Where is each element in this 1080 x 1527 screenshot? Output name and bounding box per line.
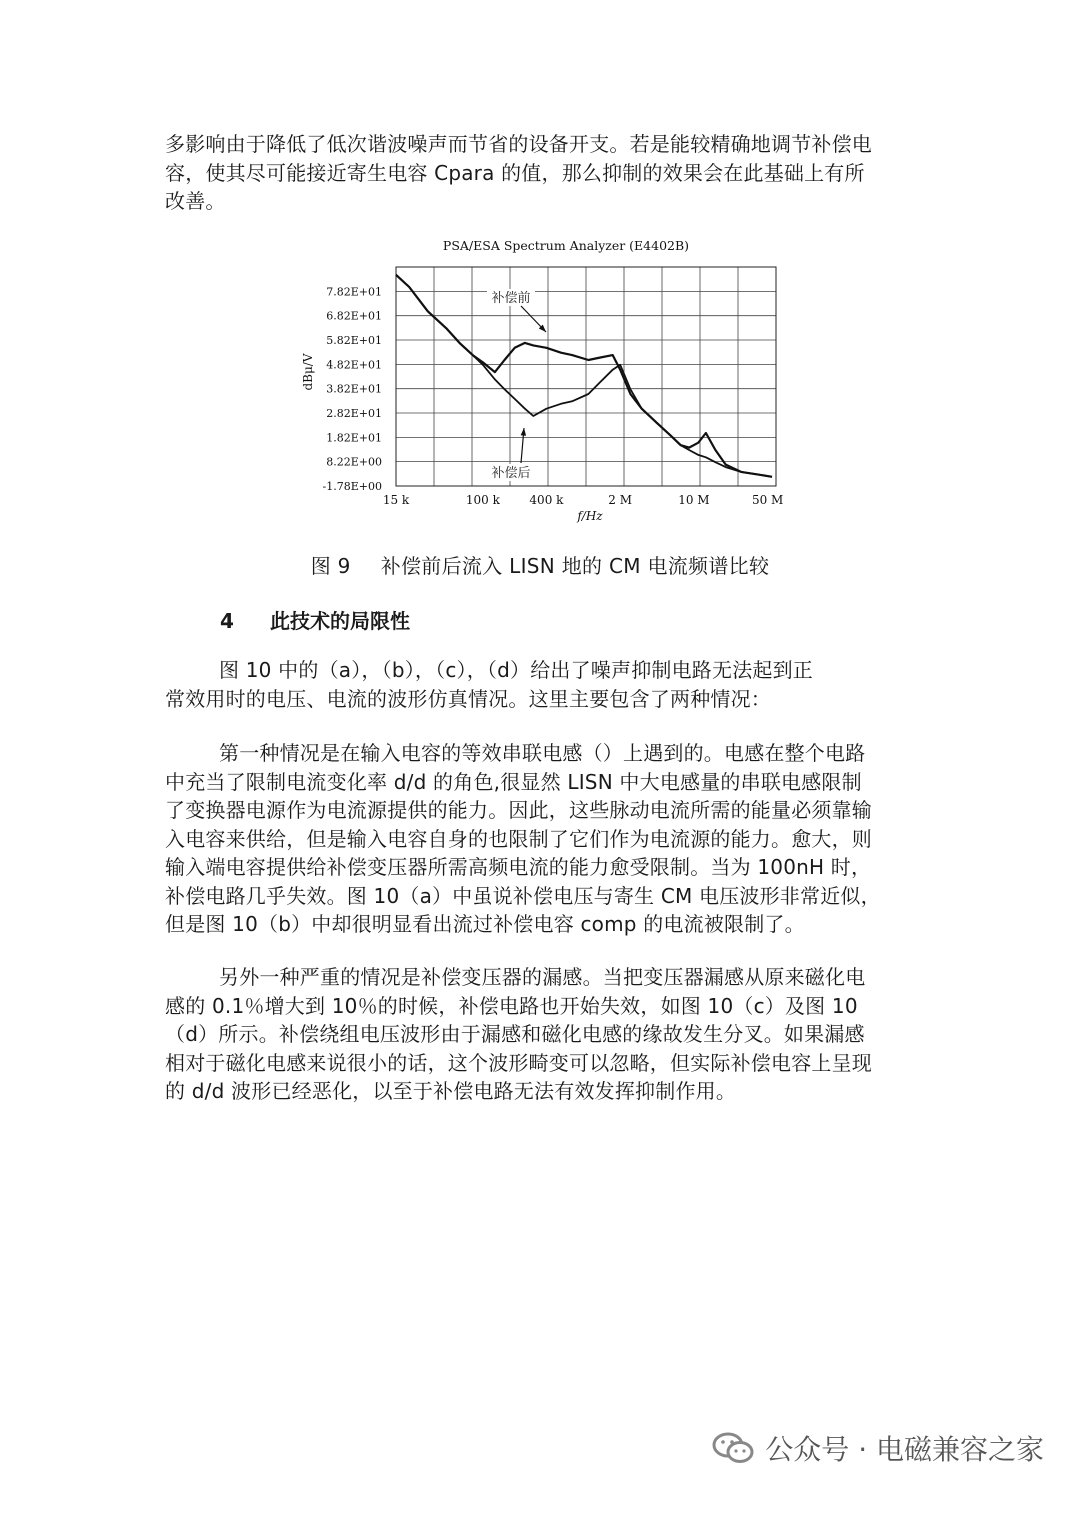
chart-title: PSA/ESA Spectrum Analyzer (E4402B) [442, 238, 690, 253]
y-tick-label: 3.82E+01 [326, 382, 382, 396]
y-tick-label: -1.78E+00 [322, 480, 382, 493]
y-tick-label: 8.22E+00 [326, 455, 382, 469]
y-tick-label: 2.82E+01 [326, 407, 382, 421]
text-line: 改善。 [165, 189, 226, 213]
spectrum-figure [296, 232, 796, 532]
text-line: 相对于磁化电感来说很小的话，这个波形畸变可以忽略，但实际补偿电容上呈现 [165, 1050, 872, 1075]
text-line: 图 10 中的（a），（b），（c），（d）给出了噪声抑制电路无法起到正 [219, 658, 814, 682]
paragraph-esl-case [165, 739, 917, 939]
y-tick-label: 6.82E+01 [326, 309, 382, 323]
paragraph-figure10 [165, 656, 917, 713]
section-title: 此技术的局限性 [270, 609, 410, 633]
figure-caption-text: 补偿前后流入 LISN 地的 CM 电流频谱比较 [380, 554, 770, 578]
x-tick-label: 100 k [465, 493, 500, 507]
paragraph-intro [165, 130, 917, 216]
text-line: 输入端电容提供给补偿变压器所需高频电流的能力愈受限制。当为 100nH 时， [165, 855, 872, 879]
y-axis-label: dBμ/V [301, 353, 315, 391]
figure-caption-number: 图 9 [310, 554, 351, 578]
x-tick-label: 400 k [529, 493, 564, 507]
text-line: 入电容来供给，但是输入电容自身的也限制了它们作为电流源的能力。愈大，则 [165, 826, 872, 851]
text-line: 多影响由于降低了低次谐波噪声而节省的设备开支。若是能较精确地调节补偿电 [165, 132, 872, 156]
section-heading [220, 605, 410, 634]
text-line: 了变换器电源作为电流源提供的能力。因此，这些脉动电流所需的能量必须靠输 [165, 798, 872, 822]
series-line-before [396, 275, 772, 477]
watermark-text: 公众号 · 电磁兼容之家 [765, 1433, 1044, 1466]
text-line: 容，使其尽可能接近寄生电容 Cpara 的值，那么抑制的效果会在此基础上有所 [165, 160, 865, 185]
text-line: （d）所示。补偿绕组电压波形由于漏感和磁化电感的缘故发生分叉。如果漏感 [165, 1022, 865, 1046]
text-line: 的 d/d 波形已经恶化，以至于补偿电路无法有效发挥抑制作用。 [165, 1079, 737, 1103]
annotation-label: 补偿前 [491, 291, 531, 306]
chart-grid [396, 267, 776, 486]
text-line: 第一种情况是在输入电容的等效串联电感（）上遇到的。电感在整个电路 [219, 741, 866, 765]
y-tick-label: 5.82E+01 [326, 334, 382, 348]
annotation-label: 补偿后 [491, 466, 531, 481]
paragraph-leakage-case [165, 963, 917, 1106]
chart-annotations [487, 289, 546, 481]
x-tick-label: 50 M [751, 493, 784, 507]
x-axis-label: f/Hz [577, 509, 603, 523]
text-line: 但是图 10（b）中却很明显看出流过补偿电容 comp 的电流被限制了。 [165, 912, 805, 936]
wechat-icon [711, 1430, 755, 1466]
section-number: 4 [220, 609, 234, 633]
text-line: 感的 0.1％增大到 10％的时候，补偿电路也开始失效，如图 10（c）及图 10 [165, 993, 858, 1018]
y-tick-label: 7.82E+01 [326, 285, 382, 299]
y-tick-labels [323, 285, 382, 493]
text-line: 常效用时的电压、电流的波形仿真情况。这里主要包含了两种情况： [165, 686, 771, 711]
series-line-after [396, 275, 772, 477]
text-line: 补偿电路几乎失效。图 10（a）中虽说补偿电压与寄生 CM 电压波形非常近似， [165, 883, 881, 908]
watermark [711, 1428, 1044, 1468]
x-tick-label: 2 M [608, 493, 633, 507]
text-line: 中充当了限制电流变化率 d/d 的角色,很显然 LISN 中大电感量的串联电感限制 [165, 769, 862, 794]
text-line: 另外一种严重的情况是补偿变压器的漏感。当把变压器漏感从原来磁化电 [219, 965, 866, 989]
y-tick-label: 4.82E+01 [326, 358, 382, 372]
x-tick-label: 10 M [678, 493, 710, 507]
x-tick-label: 15 k [382, 493, 410, 507]
chart-series [396, 275, 772, 477]
figure-caption [0, 550, 1080, 579]
x-tick-labels [383, 493, 784, 507]
y-tick-label: 1.82E+01 [326, 431, 382, 445]
